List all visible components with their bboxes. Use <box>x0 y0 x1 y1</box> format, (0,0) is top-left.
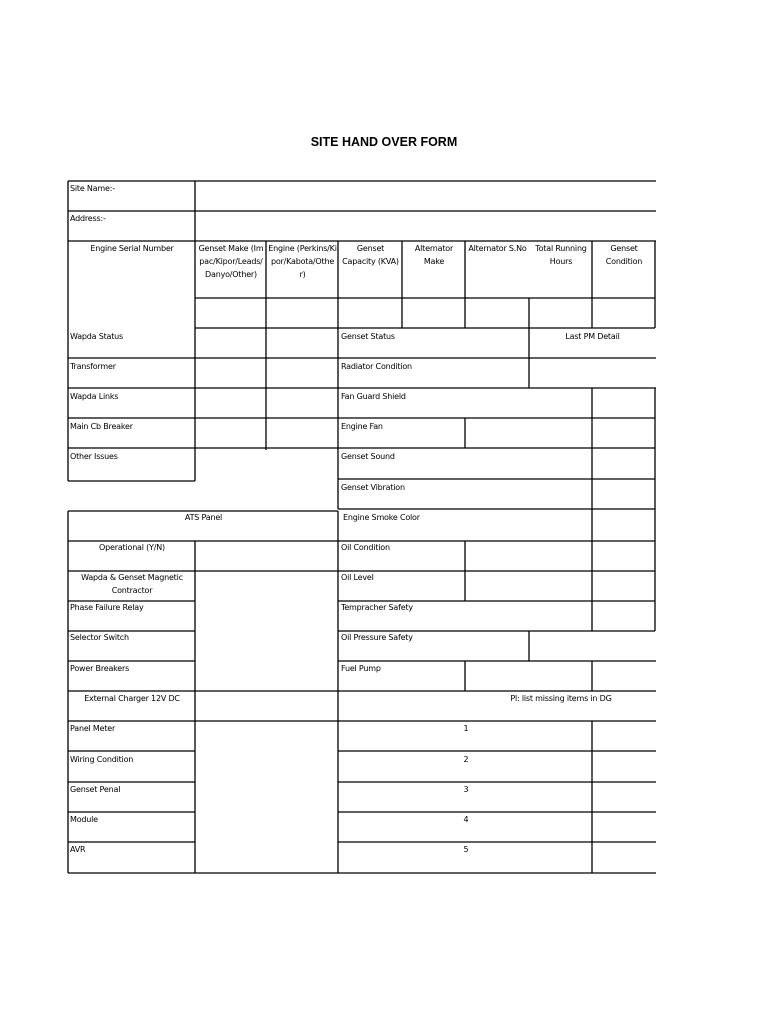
fuel-pump-label: Fuel Pump <box>341 664 381 673</box>
fan-guard-shield-label: Fan Guard Shield <box>341 392 406 401</box>
oil-condition-label: Oil Condition <box>341 543 390 552</box>
oil-pressure-safety-label: Oil Pressure Safety <box>341 633 413 642</box>
genset-status-label: Genset Status <box>341 332 395 341</box>
selector-switch-label: Selector Switch <box>70 633 129 642</box>
genset-vibration-label: Genset Vibration <box>341 483 405 492</box>
module-label: Module <box>70 815 98 824</box>
genset-make-header: Genset Make (Impac/Kipor/Leads/Danyo/Other) <box>198 244 264 279</box>
form-title: SITE HAND OVER FORM <box>310 135 458 149</box>
operational-label: Operational (Y/N) <box>99 543 165 552</box>
temperature-safety-label: Tempracher Safety <box>341 603 413 612</box>
genset-condition-header: Genset Condition <box>605 244 643 266</box>
address-field[interactable] <box>197 213 655 241</box>
phase-failure-relay-label: Phase Failure Relay <box>70 603 144 612</box>
main-cb-breaker-label: Main Cb Breaker <box>70 422 133 431</box>
magnetic-contractor-label: Wapda & Genset Magnetic Contractor <box>81 573 183 595</box>
wapda-status-label: Wapda Status <box>70 332 123 341</box>
engine-smoke-color-label: Engine Smoke Color <box>343 513 420 522</box>
total-running-hours-header: Total Running Hours <box>535 244 587 266</box>
engine-serial-number-field[interactable] <box>70 300 194 327</box>
external-charger-label: External Charger 12V DC <box>84 694 180 703</box>
wiring-condition-label: Wiring Condition <box>70 755 134 764</box>
genset-capacity-field[interactable] <box>340 300 401 327</box>
alternator-sno-field[interactable] <box>467 300 528 327</box>
missing-item-number: 3 <box>463 785 469 794</box>
site-name-label: Site Name:- <box>70 184 115 193</box>
genset-penal-label: Genset Penal <box>70 785 121 794</box>
site-name-field[interactable] <box>197 183 655 211</box>
missing-item-number: 5 <box>463 845 469 854</box>
alternator-sno-header: Alternator S.No <box>468 244 527 253</box>
ats-panel-label: ATS Panel <box>184 513 223 522</box>
genset-sound-label: Genset Sound <box>341 452 395 461</box>
wapda-links-label: Wapda Links <box>70 392 119 401</box>
transformer-label: Transformer <box>70 362 116 371</box>
genset-make-field[interactable] <box>197 300 265 327</box>
engine-field[interactable] <box>268 300 337 327</box>
missing-item-number: 4 <box>463 815 469 824</box>
engine-fan-label: Engine Fan <box>341 422 383 431</box>
radiator-condition-label: Radiator Condition <box>341 362 412 371</box>
panel-meter-label: Panel Meter <box>70 724 116 733</box>
missing-item-number: 1 <box>463 724 469 733</box>
address-label: Address:- <box>70 214 106 223</box>
power-breakers-label: Power Breakers <box>70 664 130 673</box>
total-running-hours-field[interactable] <box>531 300 591 327</box>
alternator-make-field[interactable] <box>404 300 464 327</box>
oil-level-label: Oil Level <box>341 573 374 582</box>
last-pm-detail-label: Last PM Detail <box>565 332 620 341</box>
genset-condition-field[interactable] <box>594 300 655 327</box>
other-issues-label: Other Issues <box>70 452 118 461</box>
genset-capacity-header: Genset Capacity (KVA) <box>342 244 399 266</box>
engine-header: Engine (Perkins/Kipor/Kabota/Other) <box>268 244 337 279</box>
alternator-make-header: Alternator Make <box>414 244 454 266</box>
avr-label: AVR <box>70 845 86 854</box>
engine-serial-number-header: Engine Serial Number <box>90 244 174 253</box>
missing-items-header: Pl: list missing items in DG <box>510 694 612 703</box>
missing-item-number: 2 <box>463 755 469 764</box>
